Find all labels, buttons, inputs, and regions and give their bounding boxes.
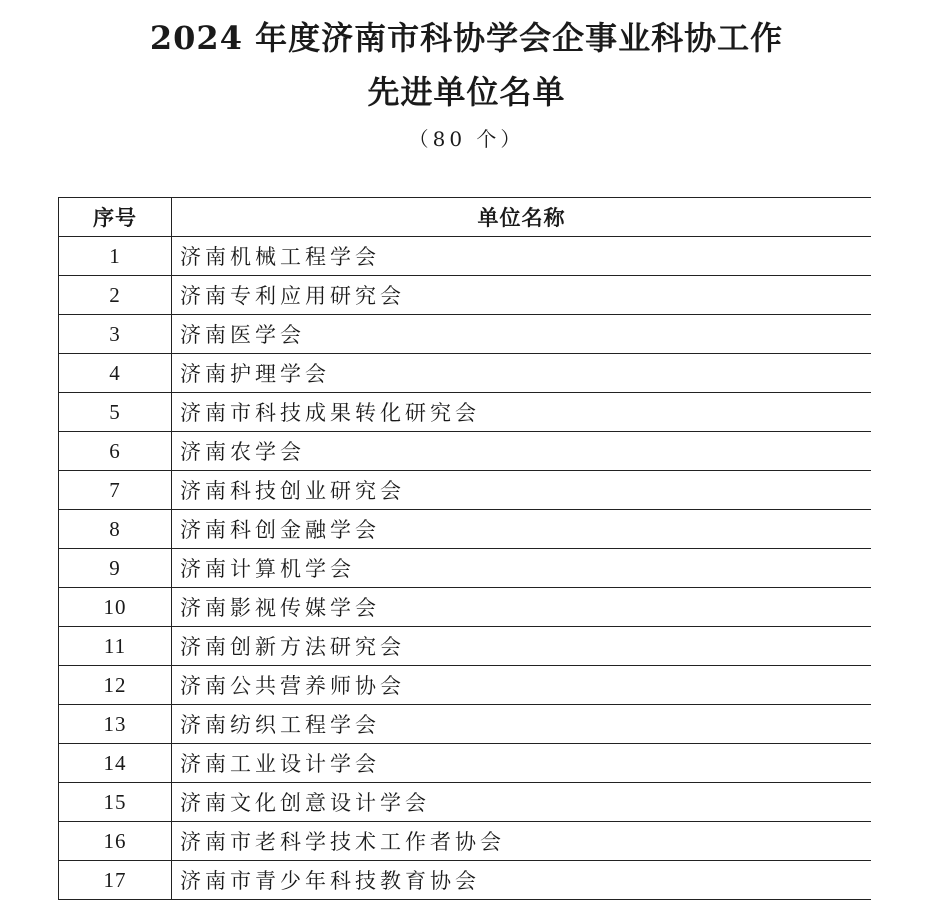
row-serial-number: 3 (59, 315, 172, 354)
row-serial-number: 15 (59, 783, 172, 822)
row-serial-number: 17 (59, 861, 172, 900)
table-row (59, 276, 872, 315)
table-row (59, 627, 872, 666)
table-row (59, 354, 872, 393)
unit-list-table-container (58, 197, 871, 917)
table-row (59, 861, 872, 900)
row-unit-name: 济南机械工程学会 (172, 237, 872, 276)
table-row (59, 471, 872, 510)
row-unit-name: 济南纺织工程学会 (172, 705, 872, 744)
row-unit-name: 济南市老科学技术工作者协会 (172, 822, 872, 861)
row-serial-number: 8 (59, 510, 172, 549)
table-row (59, 783, 872, 822)
row-unit-name: 济南市科技成果转化研究会 (172, 393, 872, 432)
unit-list-table (58, 197, 871, 900)
row-serial-number: 12 (59, 666, 172, 705)
table-row (59, 549, 872, 588)
row-unit-name: 济南农学会 (172, 432, 872, 471)
table-header-row (59, 198, 872, 237)
table-row (59, 588, 872, 627)
row-serial-number: 11 (59, 627, 172, 666)
row-serial-number: 6 (59, 432, 172, 471)
header-unit-name: 单位名称 (172, 198, 872, 237)
row-unit-name: 济南工业设计学会 (172, 744, 872, 783)
table-row (59, 315, 872, 354)
table-row (59, 510, 872, 549)
row-unit-name: 济南影视传媒学会 (172, 588, 872, 627)
row-unit-name: 济南创新方法研究会 (172, 627, 872, 666)
row-serial-number: 2 (59, 276, 172, 315)
row-serial-number: 9 (59, 549, 172, 588)
row-serial-number: 7 (59, 471, 172, 510)
row-unit-name: 济南科创金融学会 (172, 510, 872, 549)
row-unit-name: 济南科技创业研究会 (172, 471, 872, 510)
row-serial-number: 13 (59, 705, 172, 744)
table-row (59, 744, 872, 783)
row-unit-name: 济南公共营养师协会 (172, 666, 872, 705)
row-serial-number: 10 (59, 588, 172, 627)
table-row (59, 393, 872, 432)
row-unit-name: 济南计算机学会 (172, 549, 872, 588)
row-unit-name: 济南专利应用研究会 (172, 276, 872, 315)
document-subtitle-count: （80 个） (408, 127, 525, 151)
row-serial-number: 4 (59, 354, 172, 393)
table-row (59, 666, 872, 705)
row-unit-name: 济南护理学会 (172, 354, 872, 393)
row-serial-number: 16 (59, 822, 172, 861)
document-title-line-2: 先进单位名单 (367, 73, 566, 111)
document-title-line-1: 2024 年度济南市科协学会企事业科协工作 (149, 19, 784, 57)
row-serial-number: 1 (59, 237, 172, 276)
row-unit-name: 济南医学会 (172, 315, 872, 354)
header-serial-number: 序号 (59, 198, 172, 237)
row-unit-name: 济南市青少年科技教育协会 (172, 861, 872, 900)
row-serial-number: 5 (59, 393, 172, 432)
table-row (59, 432, 872, 471)
row-unit-name: 济南文化创意设计学会 (172, 783, 872, 822)
row-serial-number: 14 (59, 744, 172, 783)
table-row (59, 705, 872, 744)
table-body (59, 237, 872, 900)
table-row (59, 237, 872, 276)
table-row (59, 822, 872, 861)
